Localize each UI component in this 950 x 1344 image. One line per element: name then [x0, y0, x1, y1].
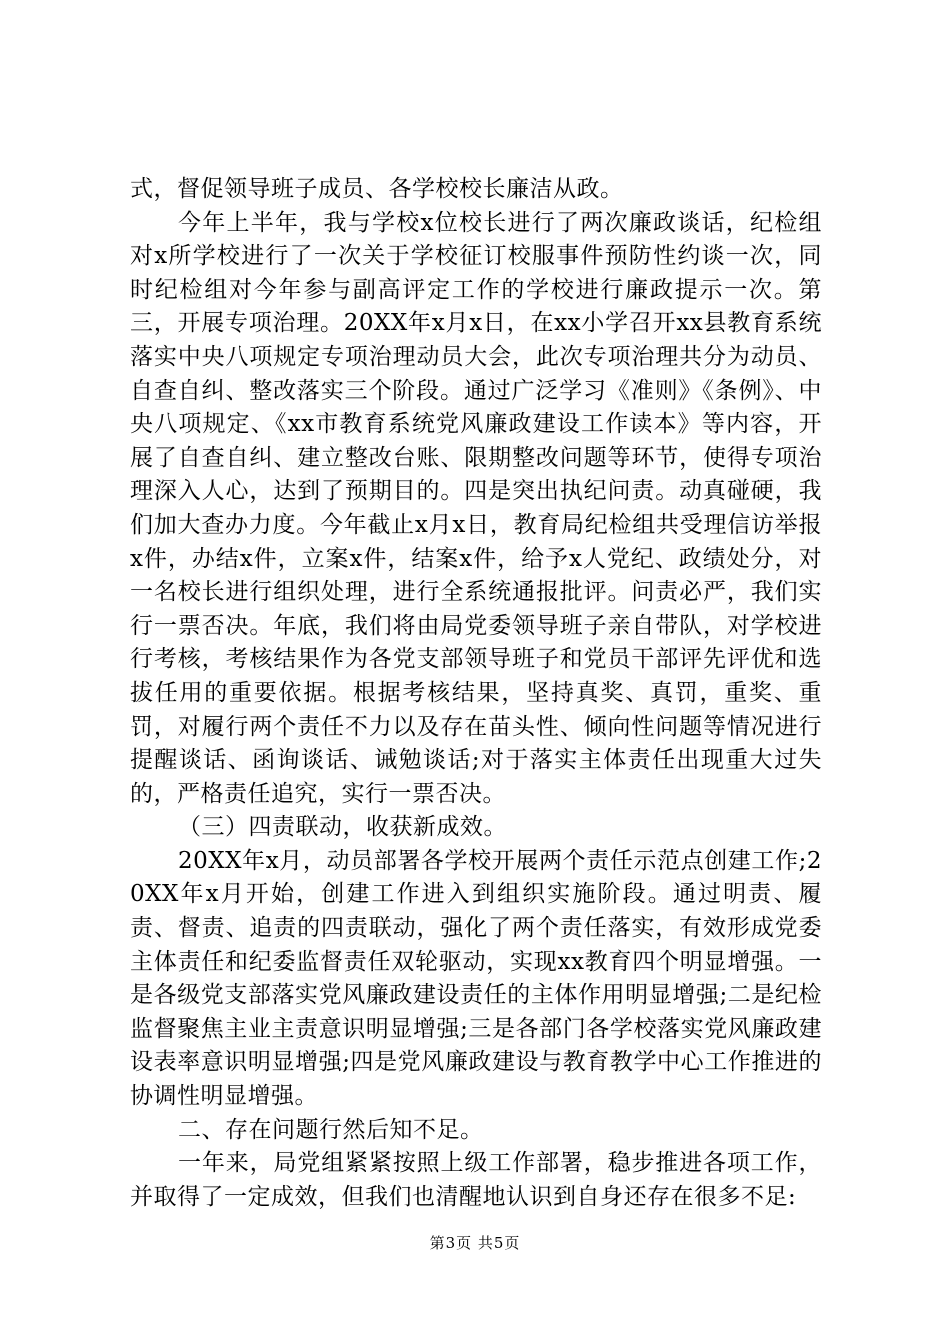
paragraph-shortcomings: 一年来，局党组紧紧按照上级工作部署，稳步推进各项工作，并取得了一定成效，但我们也清醒地认识到自身还存在很多不足: [130, 1150, 822, 1210]
paragraph-demonstration-sites: 20XX年x月，动员部署各学校开展两个责任示范点创建工作;20XX年x月开始，创建工作进入到组织实施阶段。通过明责、履责、督责、追责的四责联动，强化了两个责任落实，有效形成党委主体责任和纪委监督责任双轮驱动，实现xx教育四个明显增强。一是各级党支部落实党风廉政建设责任的主体作用明显增强;二是纪检监督聚焦主业主责意识明显增强;三是各部门各学校落实党风廉政建设表率意识明显增强;四是党风廉政建设与教育教学中心工作推进的协调性明显增强。 [130, 847, 822, 1110]
section-heading-four-responsibilities: （三）四责联动，收获新成效。 [178, 814, 507, 841]
paragraph-integrity-talks: 今年上半年，我与学校x位校长进行了两次廉政谈话，纪检组对x所学校进行了一次关于学校征订校服事件预防性约谈一次，同时纪检组对今年参与副高评定工作的学校进行廉政提示一次。第三，开展专项治理。20XX年x月x日，在xx小学召开xx县教育系统落实中央八项规定专项治理动员大会，此次专项治理共分为动员、自查自纠、整改落实三个阶段。通过广泛学习《准则》《条例》、中央八项规定、《xx市教育系统党风廉政建设工作读本》等内容，开展了自查自纠、建立整改台账、限期整改问题等环节，使得专项治理深入人心，达到了预期目的。四是突出执纪问责。动真碰硬，我们加大查办力度。今年截止x月x日，教育局纪检组共受理信访举报x件，办结x件，立案x件，结案x件，给予x人党纪、政绩处分，对一名校长进行组织处理，进行全系统通报批评。问责必严，我们实行一票否决。年底，我们将由局党委领导班子亲自带队，对学校进行考核，考核结果作为各党支部领导班子和党员干部评先评优和选拔任用的重要依据。根据考核结果，坚持真奖、真罚，重奖、重罚，对履行两个责任不力以及存在苗头性、倾向性问题等情况进行提醒谈话、函询谈话、诫勉谈话;对于落实主体责任出现重大过失的，严格责任追究，实行一票否决。 [130, 209, 822, 807]
document-body [130, 173, 822, 1214]
section-heading-problems: 二、存在问题行然后知不足。 [178, 1116, 484, 1143]
page-number-footer: 第3页 共5页 [429, 1234, 521, 1252]
paragraph-continuation: 式，督促领导班子成员、各学校校长廉洁从政。 [130, 176, 624, 202]
